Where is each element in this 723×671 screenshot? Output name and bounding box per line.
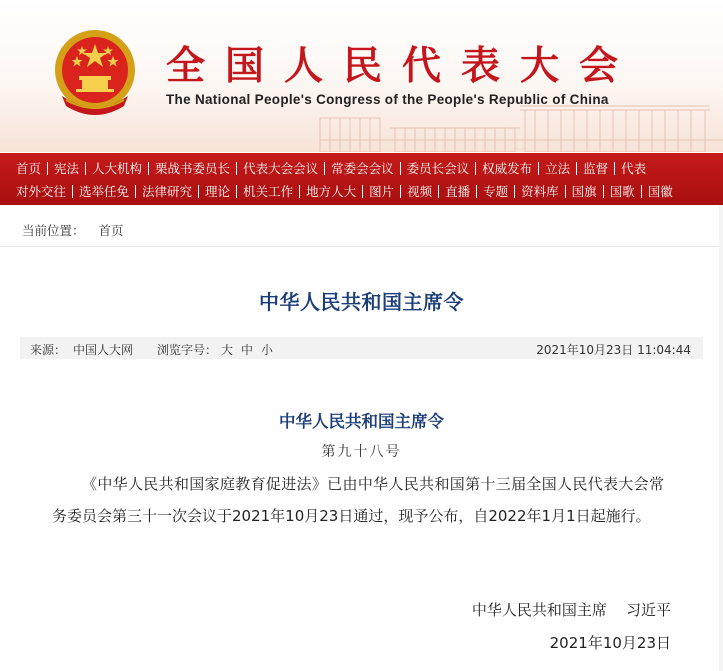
nav-item-theory[interactable]: 理论 xyxy=(198,185,236,198)
nav-row-2 xyxy=(10,180,679,202)
nav-item-chairmen-council[interactable]: 委员长会议 xyxy=(400,162,476,175)
nav-item-office-work[interactable]: 机关工作 xyxy=(236,185,299,198)
nav-item-home[interactable]: 首页 xyxy=(16,160,42,176)
nav-item-photos[interactable]: 图片 xyxy=(362,185,400,198)
main-navigation xyxy=(0,153,723,205)
article-title: 中华人民共和国主席令 xyxy=(259,290,464,314)
source-value: 中国人大网 xyxy=(73,343,134,357)
nav-item-videos[interactable]: 视频 xyxy=(400,185,438,198)
breadcrumb xyxy=(0,214,723,247)
source-label: 来源： xyxy=(30,343,67,357)
nav-item-chairman[interactable]: 栗战书委员长 xyxy=(148,162,236,175)
nav-item-congress-sessions[interactable]: 代表大会会议 xyxy=(236,162,324,175)
nav-item-elections[interactable]: 选举任免 xyxy=(72,185,135,198)
nav-item-database[interactable]: 资料库 xyxy=(514,185,565,198)
site-header xyxy=(0,0,723,152)
font-size-large-button[interactable]: 大 xyxy=(221,343,234,357)
national-emblem-icon xyxy=(52,26,138,122)
nav-item-releases[interactable]: 权威发布 xyxy=(475,162,538,175)
nav-item-live[interactable]: 直播 xyxy=(438,185,476,198)
nav-item-flag[interactable]: 国旗 xyxy=(565,185,603,198)
signature-date: 2021年10月23日 xyxy=(549,634,671,652)
publish-datetime: 2021年10月23日 11:04:44 xyxy=(536,343,691,357)
nav-item-supervision[interactable]: 监督 xyxy=(576,162,614,175)
font-size-medium-button[interactable]: 中 xyxy=(241,343,254,357)
breadcrumb-home-link[interactable]: 首页 xyxy=(98,223,124,238)
site-title-cn[interactable]: 全国人民代表大会 xyxy=(166,44,639,89)
nav-item-legislation[interactable]: 立法 xyxy=(538,162,576,175)
article-meta-bar xyxy=(20,337,703,359)
font-size-label: 浏览字号： xyxy=(157,343,218,357)
font-size-small-button[interactable]: 小 xyxy=(261,343,274,357)
site-title-en[interactable]: The National People's Congress of the People's Republic of China xyxy=(166,92,609,107)
nav-item-foreign-affairs[interactable]: 对外交往 xyxy=(16,183,67,199)
nav-item-anthem[interactable]: 国歌 xyxy=(603,185,641,198)
nav-item-local-congress[interactable]: 地方人大 xyxy=(299,185,362,198)
decree-number: 第九十八号 xyxy=(321,444,402,460)
nav-item-standing-committee[interactable]: 常委会会议 xyxy=(324,162,400,175)
decree-title: 中华人民共和国主席令 xyxy=(279,412,444,431)
nav-item-npc-organs[interactable]: 人大机构 xyxy=(85,162,148,175)
nav-item-emblem[interactable]: 国徽 xyxy=(641,185,679,198)
nav-item-law-research[interactable]: 法律研究 xyxy=(135,185,198,198)
nav-item-deputies[interactable]: 代表 xyxy=(614,162,652,175)
nav-item-topics[interactable]: 专题 xyxy=(476,185,514,198)
nav-row-1 xyxy=(10,157,652,179)
page-scrollbar[interactable] xyxy=(719,205,723,671)
article-body: 《中华人民共和国家庭教育促进法》已由中华人民共和国第十三届全国人民代表大会常务委员会第三十一次会议于2021年10月23日通过，现予公布，自2022年1月1日起施行。 xyxy=(52,475,664,525)
nav-item-constitution[interactable]: 宪法 xyxy=(47,162,85,175)
great-hall-illustration xyxy=(300,100,723,152)
breadcrumb-label: 当前位置： xyxy=(22,223,85,238)
signature: 中华人民共和国主席 习近平 xyxy=(471,601,671,619)
